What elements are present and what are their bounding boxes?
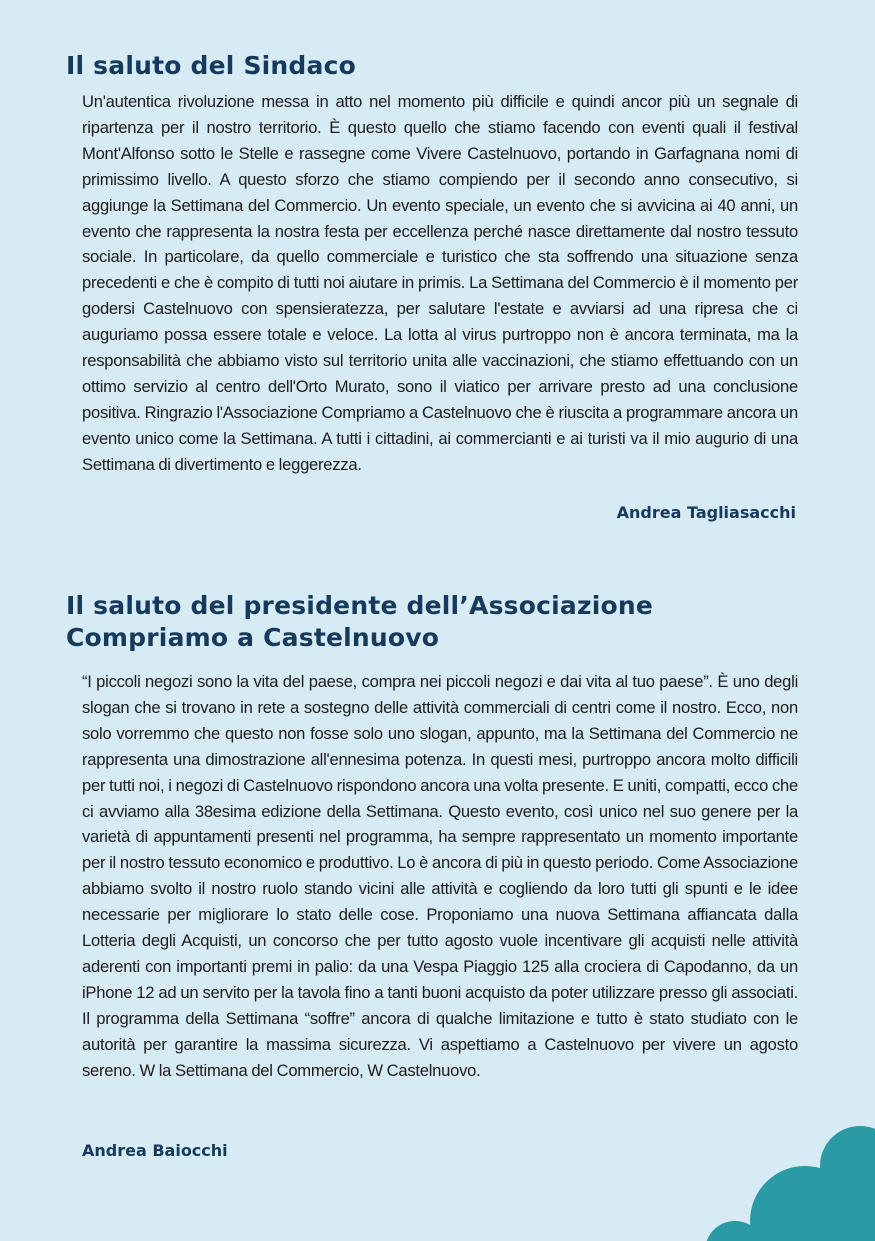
section-heading-presidente: Il saluto del presidente dell’Associazione Compriamo a Castelnuovo	[66, 591, 654, 652]
section-heading-sindaco: Il saluto del Sindaco	[66, 51, 356, 80]
section-body-sindaco: Un'autentica rivoluzione messa in atto nel momento più difficile e quindi ancor più un segnale di ripartenza per il nostro territorio. È questo quello che stiamo facendo con eventi quali il festival Mont'Alfonso sotto le Stelle e rassegne come Vivere Castelnuovo, portando in Garfagnana nomi di primissimo livello. A questo sforzo che stiamo compiendo per il secondo anno consecutivo, si aggiunge la Settimana del Commercio. Un evento speciale, un evento che si avvicina ai 40 anni, un evento che rappresenta la nostra festa per eccellenza perché nasce direttamente dal nostro tessuto sociale. In particolare, da quello commerciale e turistico che sta soffrendo una situazione senza precedenti e che è compito di tutti noi aiutare in primis. La Settimana del Commercio è il momento per godersi Castelnuovo con spensieratezza, per salutare l'estate e avviarsi ad una ripresa che ci auguriamo possa essere totale e veloce. La lotta al virus purtroppo non è ancora terminata, ma la responsabilità che abbiamo visto sul territorio unita alle vaccinazioni, che stiamo effettuando con un ottimo servizio al centro dell'Orto Murato, sono il viatico per arrivare presto ad una conclusione positiva. Ringrazio l'Associazione Compriamo a Castelnuovo che è riuscita a programmare ancora un evento unico come la Settimana. A tutti i cittadini, ai commercianti e ai turisti va il mio augurio di una Settimana di divertimento e leggerezza.	[82, 92, 798, 474]
section-body-presidente: “I piccoli negozi sono la vita del paese, compra nei piccoli negozi e dai vita al tuo paese”. È uno degli slogan che si trovano in rete a sostegno delle attività commerciali di centri come il nostro. Ecco, non solo vorremmo che questo non fosse solo uno slogan, appunto, ma la Settimana del Commercio ne rappresenta una dimostrazione all'ennesima potenza. In questi mesi, purtroppo ancora molto difficili per tutti noi, i negozi di Castelnuovo rispondono ancora una volta presente. E uniti, compatti, ecco che ci avviamo alla 38esima edizione della Settimana. Questo evento, così unico nel suo genere per la varietà di appuntamenti presenti nel programma, ha sempre rappresentato un momento importante per il nostro tessuto economico e produttivo. Lo è ancora di più in questo periodo. Come Associazione abbiamo svolto il nostro ruolo stando vicini alle attività e cogliendo da loro tutti gli spunti e le idee necessarie per migliorare lo stato delle cose. Proponiamo una nuova Settimana affiancata dalla Lotteria degli Acquisti, un concorso che per tutto agosto vuole incentivare gli acquisti nelle attività aderenti con importanti premi in palio: da una Vespa Piaggio 125 alla crociera di Capodanno, da un iPhone 12 ad un servito per la tavola fino a tanti buoni acquisto da poter utilizzare presso gli associati. Il programma della Settimana “soffre” ancora di qualche limitazione e tutto è stato studiato con le autorità per garantire la massima sicurezza. Vi aspettiamo a Castelnuovo per vivere un agosto sereno. W la Settimana del Commercio, W Castelnuovo.	[82, 672, 798, 1080]
decorative-cloud-shape	[655, 1111, 875, 1241]
signature-presidente: Andrea Baiocchi	[82, 1141, 228, 1160]
signature-sindaco: Andrea Tagliasacchi	[616, 503, 796, 522]
